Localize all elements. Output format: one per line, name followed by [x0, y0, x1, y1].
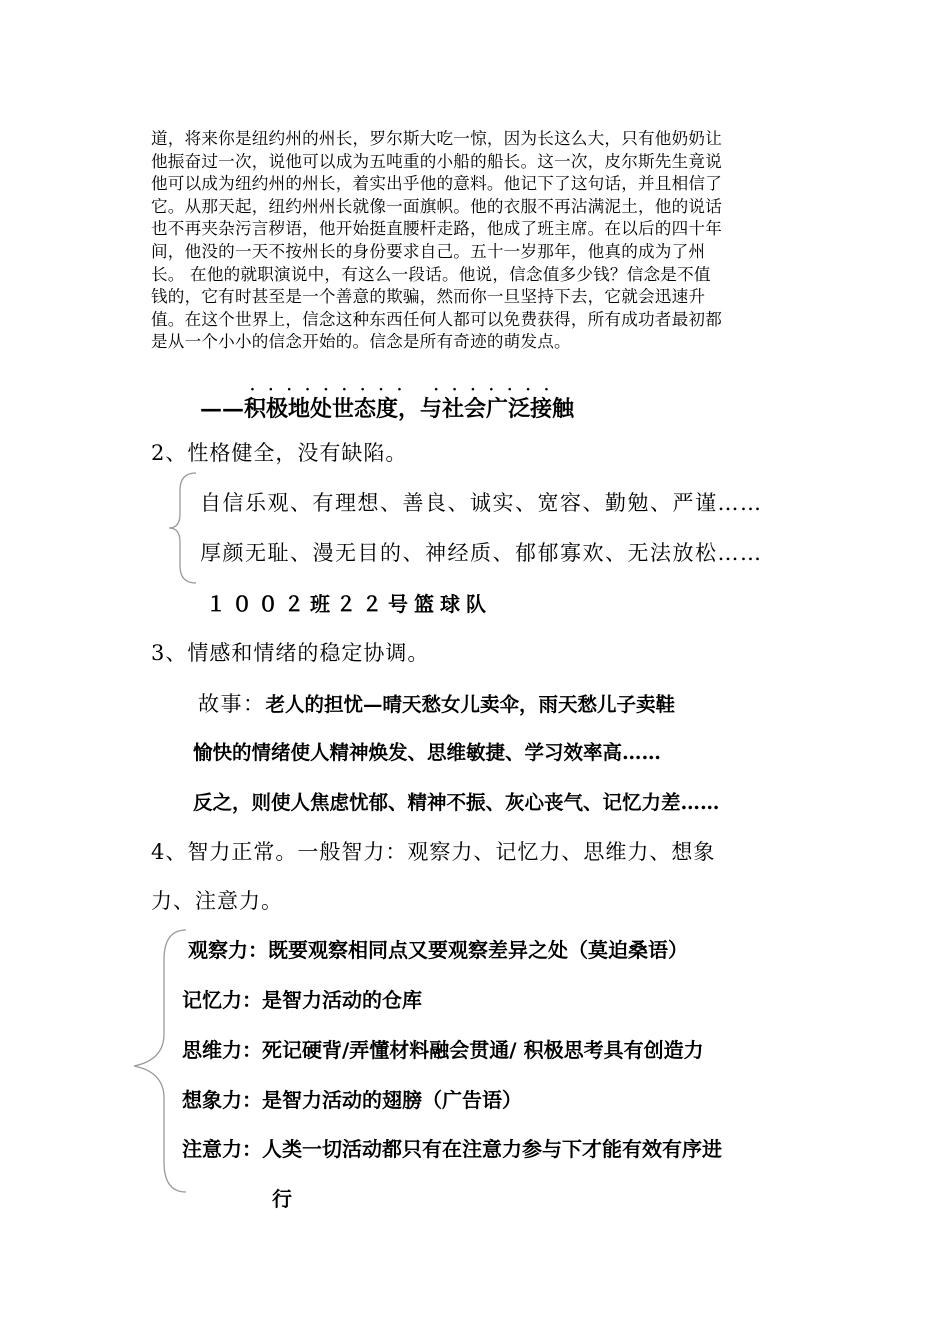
ability-label: 记忆力：	[182, 988, 262, 1012]
ability-imagination	[182, 1084, 522, 1113]
paragraph-line: 值。在这个世界上，信念这种东西任何人都可以免费获得，所有成功者最初都	[151, 309, 722, 329]
item4-heading-line1: 4、智力正常。一般智力：观察力、记忆力、思维力、想象	[151, 840, 716, 864]
item3-negative-effect: 反之，则使人焦虑忧郁、精神不振、灰心丧气、记忆力差……	[193, 791, 720, 814]
emphasis-text: ——积极地处世态度，与社会广泛接触	[200, 396, 575, 422]
item3-story	[198, 688, 675, 718]
ability-thinking	[182, 1034, 704, 1063]
paragraph-line: 它。从那天起，纽约州州长就像一面旗帜。他的衣服不再沾满泥土，他的说话	[151, 196, 722, 216]
item3-positive-effect: 愉快的情绪使人精神焕发、思维敏捷、学习效率高……	[193, 741, 662, 764]
paragraph-line: 钱的，它有时甚至是一个善意的欺骗，然而你一旦坚持下去，它就会迅速升	[151, 287, 706, 307]
ability-text: 人类一切活动都只有在注意力参与下才能有效有序进	[262, 1137, 722, 1161]
emphasis-dots: ········· ·······	[250, 382, 563, 398]
item4-heading-line2: 力、注意力。	[151, 889, 283, 913]
paragraph-line: 是从一个小小的信念开始的。信念是所有奇迹的萌发点。	[151, 332, 571, 352]
ability-attention-continuation: 行	[272, 1187, 292, 1211]
ability-observation	[188, 934, 688, 963]
ability-text: 既要观察相同点又要观察差异之处（莫迫桑语）	[268, 938, 688, 962]
story-label: 故事：	[198, 692, 266, 716]
item2-positive-traits: 自信乐观、有理想、善良、诚实、宽容、勤勉、严谨……	[200, 491, 763, 515]
ability-text: 死记硬背/弄懂材料融会贯通/ 积极思考具有创造力	[262, 1038, 704, 1062]
ability-label: 思维力：	[182, 1038, 262, 1062]
ability-label: 想象力：	[182, 1088, 262, 1112]
opening-paragraph	[151, 128, 811, 354]
item2-brace-icon	[166, 470, 202, 586]
paragraph-line: 他振奋过一次，说他可以成为五吨重的小船的船长。这一次，皮尔斯先生竟说	[151, 151, 722, 171]
story-text: 老人的担忧—晴天愁女儿卖伞，雨天愁儿子卖鞋	[265, 693, 676, 716]
ability-memory	[182, 984, 422, 1013]
ability-text: 是智力活动的翅膀（广告语）	[262, 1088, 522, 1112]
item2-heading: 2、性格健全，没有缺陷。	[151, 441, 408, 465]
ability-label: 注意力：	[182, 1137, 262, 1161]
item3-heading: 3、情感和情绪的稳定协调。	[151, 641, 430, 665]
item2-team: １００２班２２号篮球队	[206, 592, 492, 616]
paragraph-line: 间，他没的一天不按州长的身份要求自己。五十一岁那年，他真的成为了州	[151, 241, 706, 261]
emphasis-line	[200, 382, 575, 423]
ability-attention	[182, 1133, 722, 1162]
paragraph-line: 也不再夹杂污言秽语，他开始挺直腰杆走路，他成了班主席。在以后的四十年	[151, 219, 722, 239]
item2-negative-traits: 厚颜无耻、漫无目的、神经质、郁郁寡欢、无法放松……	[200, 541, 763, 565]
ability-label: 观察力：	[188, 938, 268, 962]
paragraph-line: 道，将来你是纽约州的州长，罗尔斯大吃一惊，因为长这么大，只有他奶奶让	[151, 129, 722, 148]
ability-text: 是智力活动的仓库	[262, 988, 422, 1012]
paragraph-line: 他可以成为纽约州的州长，着实出乎他的意料。他记下了这句话，并且相信了	[151, 174, 722, 194]
paragraph-line: 长。 在他的就职演说中，有这么一段话。他说，信念值多少钱？信念是不值	[151, 264, 711, 284]
